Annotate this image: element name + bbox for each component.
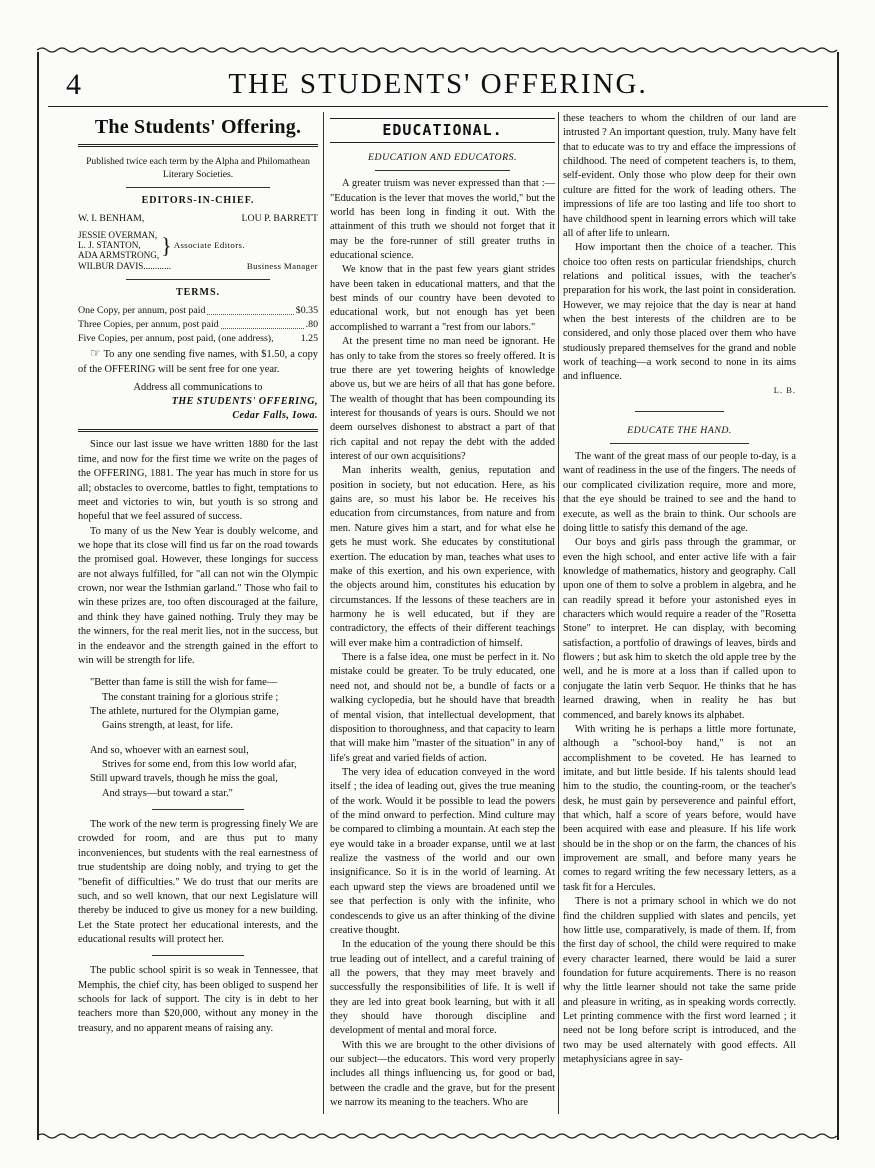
masthead-rule	[48, 106, 828, 107]
column-divider	[323, 112, 324, 1114]
column-3	[563, 112, 796, 1068]
paragraph: these teachers to whom the children of our land are intrusted ? An important question, truly. Many have felt that to educate was to try and efface the impressions of childhood. The need of competent teachers is, to them, self-evident. Only those who plow deep for their own culture are fitted for the work of leading others. The impressions of life are too lasting and life too short to have childhood spent in learning errors which will take all of after life to unlearn.	[563, 113, 796, 239]
column-divider	[558, 112, 559, 1114]
divider	[152, 809, 243, 810]
page-number: 4	[66, 68, 81, 101]
poem	[90, 676, 318, 801]
paragraph: At the present time no man need be ignorant. He has only to take from the stores so freely offered. It is true there are yet towering heights of knowledge above us, but we are heirs of all that has gone before. The wealth of thought that has been compounding its interest for thousands of years is ours. Should we not deem ourselves dishonest to abstract a part of that rich capital and not repay the debt with the added interest of our own acquisitions?	[330, 336, 555, 463]
paragraph: We know that in the past few years giant strides have been taken in educational matters, and that the best minds of our country have been devoted to educational work, but not enough has yet been accomplished to warrant a "rest from our labors."	[330, 264, 555, 333]
poem-line: And strays—but toward a star."	[102, 787, 233, 799]
paragraph: The public school spirit is so weak in Tennessee, that Memphis, the chief city, has been obliged to suspend her schools for lack of support. The city is in debt to her teachers more than $20,000, without any money in the treasury, and no apparent means of raising any.	[78, 965, 318, 1034]
associate-name: ADA ARMSTRONG,	[78, 249, 160, 260]
paragraph: How important then the choice of a teacher. This choice too often rests on particular friendships, church relations and political issues, with the teacher's preparation for his work, the last point in consideration. However, we may rejoice that the day is near at hand when the best interests of the children are to be considered, and only those placed over them who have studiously prepared themselves for the grand and noble work of teaching—a work second to none in its aims and influence.	[563, 242, 796, 383]
brace-glyph: }	[161, 232, 172, 258]
associate-name: JESSIE OVERMAN,	[78, 230, 158, 241]
paragraph: With this we are brought to the other divisions of our subject—the educators. This word very properly includes all things influencing us, for good or bad, between the cradle and the grave, but for the present we narrow its meaning to the teachers. Who are	[330, 1039, 555, 1109]
poem-line: "Better than fame is still the wish for fame—	[90, 677, 278, 689]
editor-left: W. I. BENHAM,	[78, 212, 145, 224]
paragraph: A greater truism was never expressed than that :— "Education is the lever that moves the world," but the world has been long in finding it out. With the attainment of this truth we should not forget that it may be the fore-runner of still greater truths in educational science.	[330, 178, 555, 261]
divider	[126, 279, 270, 280]
paragraph: There is not a primary school in which we do not find the children supplied with slates and pencils, yet how little use, comparatively, is made of them. If, from the first day of school, the child were required to make every character learned, there would be laid a surer foundation for future acquirements. There is no reason why the little learner should not take the same pride and pleasure in writing, as in speaking words correctly. Let printing commence with the first word learned ; it need not be long before script is introduced, and the two may be used alternately with good effects. All metaphysicians agree in say-	[563, 896, 796, 1066]
poem-line: Strives for some end, from this low world afar,	[102, 759, 297, 771]
pointing-hand-icon: ☞	[90, 346, 101, 361]
paragraph: The very idea of education conveyed in the word itself ; the idea of leading out, gives the true meaning of the work. Would it be possible to lead the powers of the mind onward to perfection. Mind culture may be compared to climbing a mountain. At each step the eye would take in a broader expanse, until we at last realize the vastness of the world and our own insignificance. So it is in the world of learning. At each upward step the views are broadened until we see that perfection is only with the infinite, who condescends to give us an after thinking of the divine creative thought.	[330, 766, 555, 936]
terms-row: Five Copies, per annum, post paid, (one address), 1.25	[78, 332, 318, 344]
terms-heading: TERMS.	[175, 287, 221, 299]
paragraph: To many of us the New Year is doubly welcome, and we hope that its close will find us far on the road towards the promised goal. However, these longings for success are not always fulfilled, for "all can not win the Olympic crown, nor wear the Isthmian garland." Those who fail to win these prizes are, too often discouraged at the failure, and think they have gained nothing. Truly they may be the winners, for the real merit lies, not in the success, but in the endeavor and the strength gained in the effort to win will be strength for life.	[78, 525, 318, 666]
terms-row: Three Copies, per annum, post paid .80	[78, 318, 318, 330]
address-intro: Address all communications to	[133, 382, 263, 394]
poem-line: And so, whoever with an earnest soul,	[90, 744, 249, 756]
divider	[152, 955, 243, 956]
column-1	[78, 112, 318, 1036]
paragraph: Man inherits wealth, genius, reputation and position in society, but not education. Here, as his gains are, so must his labor be. He receives his education from circumstances, from nature and from men. Nature gives him a start, and for what else he gets he must work. She educates by constitutional exertion. The education by man, teaches what uses to make of this exertion, and his own experience, with the objects around him, constitutes his education by circumstances. If the lessons of these teachers are in harmony he is well educated, but if they are contradictory, the effects of their different teachings will ever make him a contradiction of himself.	[330, 465, 555, 649]
article-title: EDUCATE THE HAND.	[627, 424, 732, 436]
associate-editors	[78, 231, 318, 260]
article-title: EDUCATION AND EDUCATORS.	[368, 151, 517, 163]
terms-note: ☞ To any one sending five names, with $1.50, a copy of the OFFERING will be sent free for one year.	[78, 346, 318, 375]
double-rule	[78, 429, 318, 432]
paragraph: Our boys and girls pass through the grammar, or even the high school, and enter active life with a fair knowledge of mathematics, history and geography. Call upon one of them to solve a problem in algebra, and he can readily spread it before your astonished eyes in characters which would require a reader of the "Rosetta Stone" to interpret. He can display, with becoming satisfaction, a portfolio of drawings of leaves, birds and flowers ; but ask him to sketch the old apple tree by the well, and he is more at a loss than if called upon to conjugate the latin verb Sequor. He thinks that he has learned drawing, when in reality he has but commenced, and barely knows its alphabet.	[563, 537, 796, 721]
section-banner: EDUCATIONAL.	[330, 118, 555, 143]
business-role: Business Manager	[246, 261, 318, 272]
paper-title: The Students' Offering.	[78, 112, 318, 147]
poem-line: The constant training for a glorious strife ;	[102, 691, 279, 703]
editor-right: LOU P. BARRETT	[241, 212, 318, 224]
masthead-title: THE STUDENTS' OFFERING.	[228, 68, 648, 100]
associate-role: Associate Editors.	[173, 240, 245, 251]
paragraph: Since our last issue we have written 1880 for the last time, and now for the first time we write on the pages of the OFFERING, 1881. The year has much in store for us all; obstacles to overcome, battles to fight, temptations to meet and victories to win, but youth is so strong and hopeful that we feel assured of success.	[78, 439, 318, 523]
divider	[375, 170, 510, 171]
poem-line: Still upward travels, though he miss the goal,	[90, 773, 278, 785]
paragraph: In the education of the young there should be this true leading out of intellect, and a careful training of all the powers, that they may meet bravely and successfully the responsibilities of life. It is well if they are led into great book learning, but with it all they should have thorough discipline and development of mental and moral force.	[330, 939, 555, 1037]
paragraph: With writing he is perhaps a little more fortunate, although a "school-boy hand," is not an accomplishment to be coveted. He has learned to imitate, and but little beside. If his talents should lead him to the studio, the counting-room, or the teacher's desk, he must gain by perseverence and painful effort, that which, half a score of years before, would have been acquired with ease and pleasure. If his life work should be in the shop or on the farm, the chances of his improvement are small, and before many years he comes to regard writing the few necessary letters, as a task fit for a Hercules.	[563, 723, 796, 893]
column-2	[330, 112, 555, 1111]
business-manager	[78, 260, 318, 273]
signature: L. B.	[773, 384, 796, 395]
editors-heading: EDITORS-IN-CHIEF.	[141, 195, 255, 207]
divider	[126, 187, 270, 188]
terms-row: One Copy, per annum, post paid $0.35	[78, 304, 318, 316]
masthead	[48, 64, 828, 104]
address-city: Cedar Falls, Iowa.	[232, 410, 318, 422]
divider	[635, 411, 724, 412]
paragraph: The work of the new term is progressing finely We are crowded for room, and are thus put to many inconveniences, but students with the real earnestness of true studentship are doing nobly, and trying to get the "benefit of difficulties." We do trust that our merits are such, and so well known, that our next Legislature will thereby be induced to give us money for a new building. Let the State protect her educational interests, and the educational results will protect her.	[78, 819, 318, 945]
business-name: WILBUR DAVIS............	[78, 261, 171, 272]
published-note: Published twice each term by the Alpha and Philomathean Literary Societies.	[86, 155, 310, 180]
associate-name: L. J. STANTON,	[78, 240, 141, 251]
divider	[610, 443, 750, 444]
poem-line: Gains strength, at least, for life.	[102, 720, 233, 732]
paragraph: The want of the great mass of our people to-day, is a want of readiness in the use of the fingers. The needs of our complicated civilization require, more and more, that the eye should be trained to see and the hand to execute, as well as the brain to think. Our schools are doing little to satisfy this demand of the age.	[563, 451, 796, 534]
editors-in-chief	[78, 212, 318, 226]
poem-line: The athlete, nurtured for the Olympian game,	[90, 705, 279, 717]
paragraph: There is a false idea, one must be perfect in it. No mistake could be greater. To be truly educated, one need not, and should not be, a bundle of facts or a walking cyclopedia, but he should have that breadth of mental vision, that intellectual development, that disposition to thoroughness, and that capacity to learn that will make him "master of the situation" in any of life's great and varied fields of action.	[330, 652, 555, 764]
address-name: THE STUDENTS' OFFERING,	[171, 396, 318, 408]
bottom-border-ornament	[37, 1132, 839, 1140]
